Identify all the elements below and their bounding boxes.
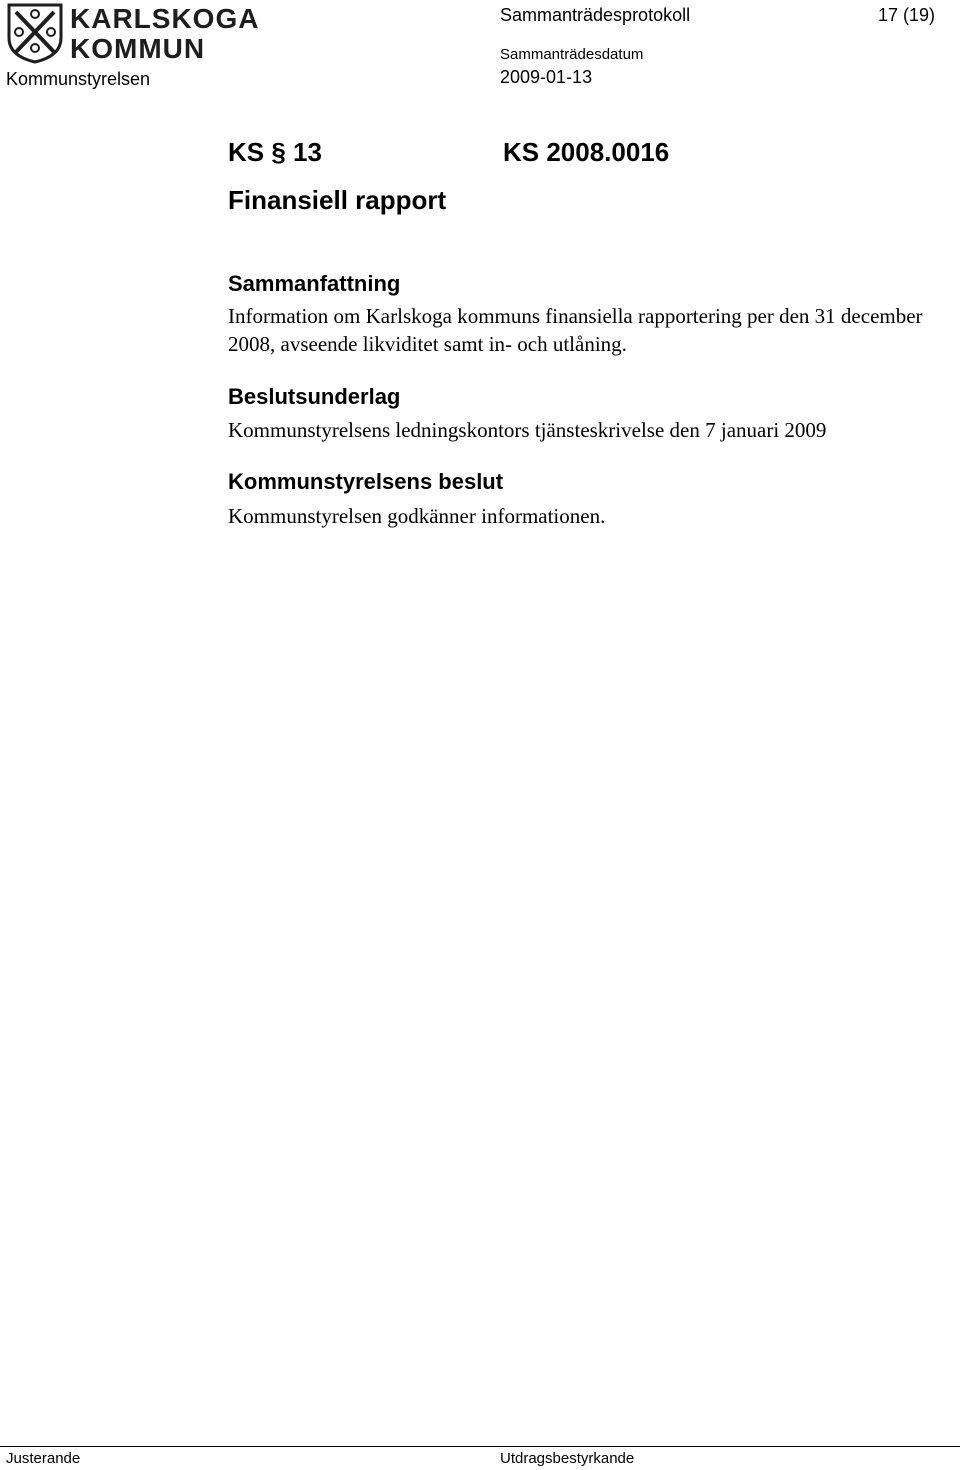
section-heading-decision: Kommunstyrelsens beslut xyxy=(228,469,504,494)
footer-divider xyxy=(0,1446,960,1447)
board-name: Kommunstyrelsen xyxy=(6,69,151,89)
section-text-summary: Information om Karlskoga kommuns finansiella rapportering per den 31 december 2008, avseende likviditet samt in- och utlåning. xyxy=(228,304,923,356)
meeting-date-label: Sammanträdesdatum xyxy=(500,46,644,63)
footer-certification-label: Utdragsbestyrkande xyxy=(500,1450,635,1467)
karlskoga-coat-of-arms-icon xyxy=(6,2,64,64)
section-heading-summary: Sammanfattning xyxy=(228,271,401,296)
logo-text-line2: KOMMUN xyxy=(70,33,206,64)
section-text-basis: Kommunstyrelsens ledningskontors tjänsteskrivelse den 7 januari 2009 xyxy=(228,418,827,442)
section-heading-basis: Beslutsunderlag xyxy=(228,384,401,409)
case-number: KS 2008.0016 xyxy=(503,137,670,167)
footer-signature-label: Justerande xyxy=(6,1450,81,1467)
case-id: KS § 13 xyxy=(228,137,322,167)
protocol-title: Sammanträdesprotokoll xyxy=(500,5,691,25)
logo-text-line1: KARLSKOGA xyxy=(70,3,260,34)
page-number: 17 (19) xyxy=(878,5,936,25)
section-text-decision: Kommunstyrelsen godkänner informationen. xyxy=(228,504,606,528)
meeting-date-value: 2009-01-13 xyxy=(500,67,593,87)
document-title: Finansiell rapport xyxy=(228,185,447,215)
